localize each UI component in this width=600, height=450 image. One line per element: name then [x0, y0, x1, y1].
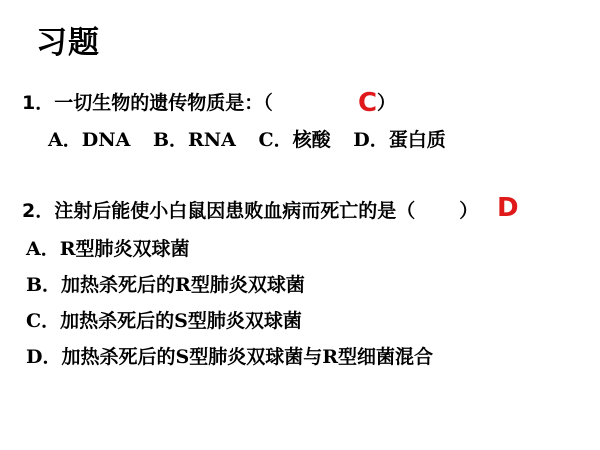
question-2-option-a: A．R型肺炎双球菌 [26, 238, 190, 260]
question-1-stem: 1．一切生物的遗传物质是：（ [22, 92, 273, 114]
question-2-stem [22, 196, 478, 223]
question-2-answer: D [497, 193, 519, 223]
question-1-options [48, 125, 462, 152]
slide-title: 习题 [36, 25, 100, 61]
question-2-option-b: B．加热杀死后的R型肺炎双球菌 [26, 274, 305, 296]
question-2-stem-text: 2．注射后能使小白鼠因患败血病而死亡的是（ [22, 200, 416, 222]
question-2-option-c: C．加热杀死后的S型肺炎双球菌 [26, 310, 302, 332]
question-1-option-d: D．蛋白质 [353, 129, 446, 151]
question-1-option-c: C．核酸 [258, 129, 331, 151]
question-1-option-b: B．RNA [152, 129, 236, 151]
question-2-close-paren: ） [459, 200, 479, 222]
question-1-option-a: A．DNA [48, 129, 131, 151]
question-1-close-paren: ） [377, 92, 397, 114]
question-1-answer: C [358, 88, 378, 118]
question-2-option-d: D．加热杀死后的S型肺炎双球菌与R型细菌混合 [26, 346, 433, 368]
